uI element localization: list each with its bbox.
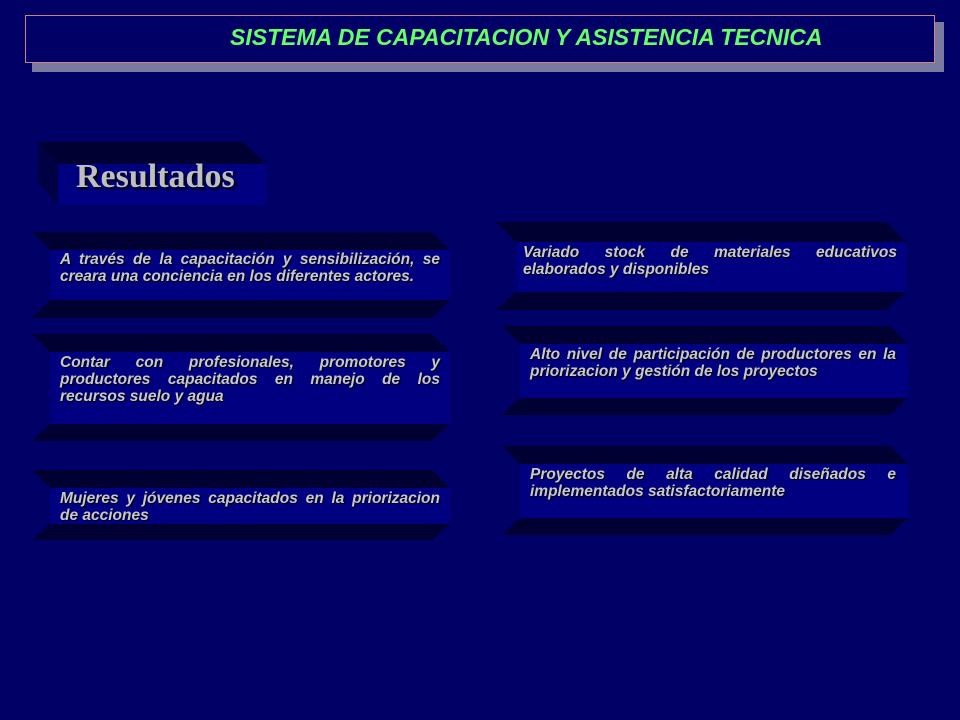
- result-text-right-3: Proyectos de alta calidad diseñados e implementados satisfactoriamente: [530, 466, 896, 500]
- result-text-right-2: Alto nivel de participación de productores en la priorizacion y gestión de los proyectos: [530, 346, 896, 380]
- heading-resultados: Resultados: [76, 158, 235, 195]
- result-card-right-3: [502, 446, 910, 536]
- result-card-left-1: [32, 232, 452, 320]
- result-text-right-1: Variado stock de materiales educativos elaborados y disponibles: [523, 244, 897, 278]
- result-card-right-2: [502, 326, 910, 416]
- result-text-left-1: A través de la capacitación y sensibilización, se creara una conciencia en los diferentes actores.: [60, 251, 440, 285]
- slide-title: SISTEMA DE CAPACITACION Y ASISTENCIA TECNICA: [230, 24, 823, 50]
- result-card-left-3: [32, 470, 452, 542]
- result-card-left-2: [32, 334, 452, 442]
- result-text-left-3: Mujeres y jóvenes capacitados en la priorizacion de acciones: [60, 490, 440, 524]
- result-text-left-2: Contar con profesionales, promotores y productores capacitados en manejo de los recursos suelo y agua: [60, 354, 440, 405]
- result-card-right-1: [496, 222, 908, 312]
